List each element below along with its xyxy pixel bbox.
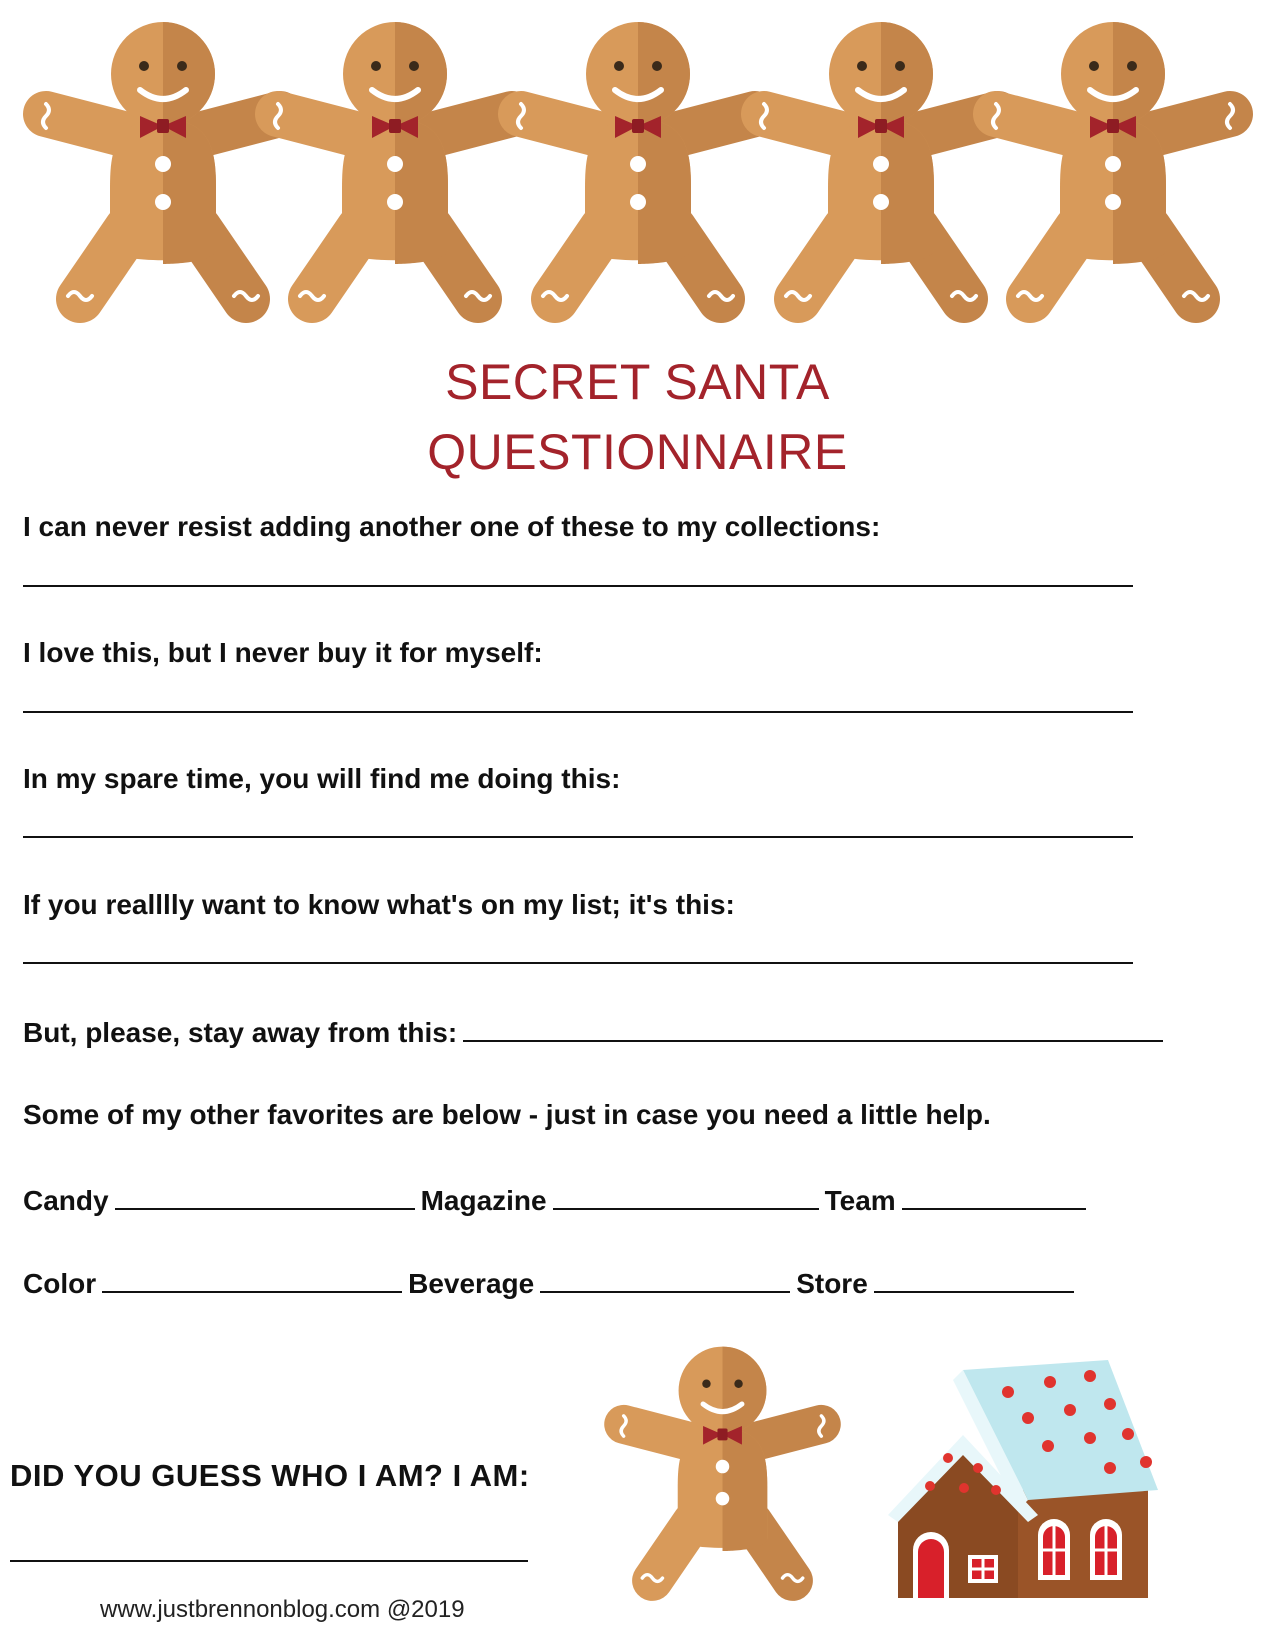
answer-line-wish-list[interactable] bbox=[23, 962, 1133, 964]
guess-answer-line[interactable] bbox=[10, 1560, 528, 1562]
favorite-label-beverage: Beverage bbox=[408, 1268, 535, 1299]
question-wish-list: If you realllly want to know what's on my list; it's this: bbox=[23, 889, 735, 920]
stay-away-line[interactable] bbox=[463, 1014, 1163, 1042]
favorite-line-team[interactable] bbox=[902, 1182, 1086, 1210]
gingerbread-garland bbox=[18, 14, 1258, 344]
favorites-intro: Some of my other favorites are below - just in case you need a little help. bbox=[23, 1099, 991, 1130]
gingerbread-man-icon bbox=[968, 14, 1258, 334]
answer-line-collections[interactable] bbox=[23, 585, 1133, 587]
guess-prompt: DID YOU GUESS WHO I AM? I AM: bbox=[10, 1458, 530, 1493]
question-spare-time: In my spare time, you will find me doing this: bbox=[23, 763, 621, 794]
page-title-line-2: QUESTIONNAIRE bbox=[427, 424, 848, 480]
stay-away-row bbox=[23, 1014, 1169, 1050]
favorites-row-2 bbox=[23, 1265, 1080, 1301]
question-collections: I can never resist adding another one of these to my collections: bbox=[23, 511, 881, 542]
favorite-label-magazine: Magazine bbox=[420, 1185, 547, 1216]
favorite-line-beverage[interactable] bbox=[540, 1265, 790, 1293]
favorite-line-color[interactable] bbox=[102, 1265, 402, 1293]
answer-line-never-buy[interactable] bbox=[23, 711, 1133, 713]
favorites-row-1 bbox=[23, 1182, 1092, 1218]
gingerbread-man-icon bbox=[600, 1330, 845, 1620]
gingerbread-house-icon bbox=[878, 1350, 1168, 1610]
favorite-label-color: Color bbox=[23, 1268, 97, 1299]
favorite-line-magazine[interactable] bbox=[553, 1182, 819, 1210]
footer-credit: www.justbrennonblog.com @2019 bbox=[100, 1596, 465, 1623]
favorite-label-candy: Candy bbox=[23, 1185, 109, 1216]
favorite-label-team: Team bbox=[824, 1185, 896, 1216]
answer-line-spare-time[interactable] bbox=[23, 836, 1133, 838]
favorite-label-store: Store bbox=[796, 1268, 868, 1299]
stay-away-label: But, please, stay away from this: bbox=[23, 1017, 458, 1048]
page-title-line-1: SECRET SANTA bbox=[445, 354, 830, 410]
favorite-line-candy[interactable] bbox=[115, 1182, 415, 1210]
question-never-buy: I love this, but I never buy it for myself: bbox=[23, 637, 543, 668]
favorite-line-store[interactable] bbox=[874, 1265, 1074, 1293]
